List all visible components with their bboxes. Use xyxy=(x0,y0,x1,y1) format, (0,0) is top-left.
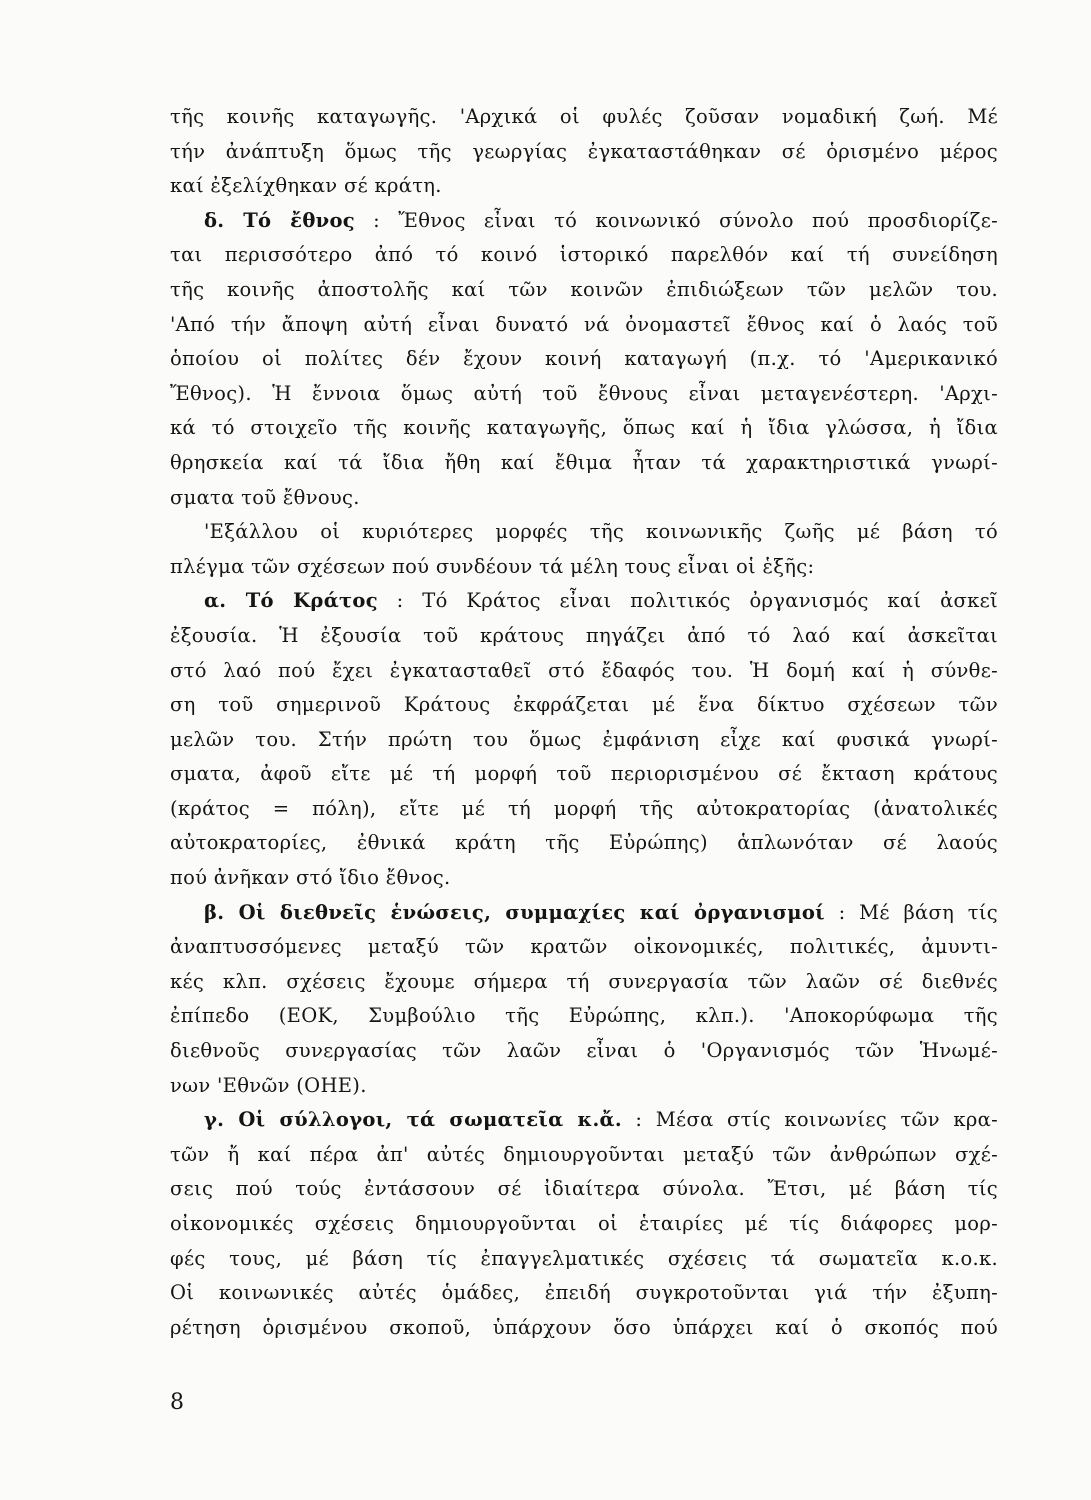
text-line: κά τό στοιχεῖο τῆς κοινῆς καταγωγῆς, ὅπως καί ἡ ἴδια γλώσσα, ἡ ἴδια xyxy=(170,416,998,440)
text-line: μελῶν του. Στήν πρώτη του ὅμως ἐμφάνιση εἶχε καί φυσικά γνωρί- xyxy=(170,727,998,751)
text-line: ὁποίου οἱ πολίτες δέν ἔχουν κοινή καταγωγή (π.χ. τό 'Αμερικανικό xyxy=(170,347,998,371)
text-run: : Μέσα στίς κοινωνίες τῶν κρα- xyxy=(621,1108,998,1132)
text-line: Οἱ κοινωνικές αὐτές ὁμάδες, ἐπειδή συγκροτοῦνται γιά τήν ἐξυπη- xyxy=(170,1281,998,1305)
section-delta-heading-line xyxy=(170,204,998,239)
section-heading: α. Τό Κράτος xyxy=(204,589,378,613)
section-heading: γ. Οἱ σύλλογοι, τά σωματεῖα κ.ἄ. xyxy=(204,1108,622,1132)
section-gamma-heading-line xyxy=(170,1103,998,1138)
text-line: πού ἀνῆκαν στό ἴδιο ἔθνος. xyxy=(170,866,451,890)
text-line: 'Από τήν ἄποψη αὐτή εἶναι δυνατό νά ὀνομαστεῖ ἔθνος καί ὁ λαός τοῦ xyxy=(170,312,998,336)
text-line: θρησκεία καί τά ἴδια ἤθη καί ἔθιμα ἦταν τά χαρακτηριστικά γνωρί- xyxy=(170,450,998,474)
text-line: ἐξουσία. Ἡ ἐξουσία τοῦ κράτους πηγάζει ἀπό τό λαό καί ἀσκεῖται xyxy=(170,623,998,647)
text-run: : Τό Κράτος εἶναι πολιτικός ὀργανισμός καί ἀσκεῖ xyxy=(377,589,998,613)
text-line: σματα, ἀφοῦ εἴτε μέ τή μορφή τοῦ περιορισμένου σέ ἔκταση κράτους xyxy=(170,762,998,786)
text-line: ρέτηση ὁρισμένου σκοποῦ, ὑπάρχουν ὅσο ὑπάρχει καί ὁ σκοπός πού xyxy=(170,1315,998,1339)
text-line: (κράτος = πόλη), εἴτε μέ τή μορφή τῆς αὐτοκρατορίας (ἀνατολικές xyxy=(170,796,998,820)
page-number: 8 xyxy=(170,1390,184,1415)
text-line: νων 'Εθνῶν (ΟΗΕ). xyxy=(170,1073,367,1097)
text-line: διεθνοῦς συνεργασίας τῶν λαῶν εἶναι ὁ 'Οργανισμός τῶν Ἡνωμέ- xyxy=(170,1039,998,1063)
text-line: ἐπίπεδο (ΕΟΚ, Συμβούλιο τῆς Εὐρώπης, κλπ.). 'Αποκορύφωμα τῆς xyxy=(170,1004,998,1028)
text-line: φές τους, μέ βάση τίς ἐπαγγελματικές σχέσεις τά σωματεῖα κ.ο.κ. xyxy=(170,1246,998,1270)
text-line: καί ἐξελίχθηκαν σέ κράτη. xyxy=(170,174,442,198)
text-line: πλέγμα τῶν σχέσεων πού συνδέουν τά μέλη τους εἶναι οἱ ἑξῆς: xyxy=(170,554,815,578)
text-run: : Ἔθνος εἶναι τό κοινωνικό σύνολο πού προσδιορίζε- xyxy=(354,208,998,232)
text-line: τῆς κοινῆς καταγωγῆς. 'Αρχικά οἱ φυλές ζοῦσαν νομαδική ζωή. Μέ xyxy=(170,105,998,128)
text-line: ση τοῦ σημερινοῦ Κράτους ἐκφράζεται μέ ἕνα δίκτυο σχέσεων τῶν xyxy=(170,693,998,717)
text-line: σεις πού τούς ἐντάσσουν σέ ἰδιαίτερα σύνολα. Ἔτσι, μέ βάση τίς xyxy=(170,1177,998,1201)
text-line: τῶν ἤ καί πέρα ἀπ' αὐτές δημιουργοῦνται μεταξύ τῶν ἀνθρώπων σχέ- xyxy=(170,1142,998,1166)
section-heading: δ. Τό ἔθνος xyxy=(204,208,355,232)
text-line: αὐτοκρατορίες, ἐθνικά κράτη τῆς Εὐρώπης) ἁπλωνόταν σέ λαούς xyxy=(170,831,998,855)
section-alpha-heading-line xyxy=(170,584,998,619)
body-text xyxy=(170,100,998,1345)
text-line: τῆς κοινῆς ἀποστολῆς καί τῶν κοινῶν ἐπιδιώξεων τῶν μελῶν του. xyxy=(170,277,998,301)
section-heading: β. Οἱ διεθνεῖς ἑνώσεις, συμμαχίες καί ὀργανισμοί xyxy=(204,900,825,924)
section-beta-heading-line xyxy=(170,896,998,931)
text-line: ἀναπτυσσόμενες μεταξύ τῶν κρατῶν οἰκονομικές, πολιτικές, ἀμυντι- xyxy=(170,935,998,959)
text-line: ται περισσότερο ἀπό τό κοινό ἱστορικό παρελθόν καί τή συνείδηση xyxy=(170,243,998,267)
text-line: Ἔθνος). Ἡ ἔννοια ὅμως αὐτή τοῦ ἔθνους εἶναι μεταγενέστερη. 'Αρχι- xyxy=(170,381,998,405)
text-line: στό λαό πού ἔχει ἐγκατασταθεῖ στό ἔδαφός του. Ἡ δομή καί ἡ σύνθε- xyxy=(170,658,998,682)
text-line: κές κλπ. σχέσεις ἔχουμε σήμερα τή συνεργασία τῶν λαῶν σέ διεθνές xyxy=(170,969,998,993)
text-line: σματα τοῦ ἔθνους. xyxy=(170,485,360,509)
text-line: τήν ἀνάπτυξη ὅμως τῆς γεωργίας ἐγκαταστάθηκαν σέ ὁρισμένο μέρος xyxy=(170,139,998,163)
text-line: 'Εξάλλου οἱ κυριότερες μορφές τῆς κοινωνικῆς ζωῆς μέ βάση τό xyxy=(204,520,998,544)
text-line: οἰκονομικές σχέσεις δημιουργοῦνται οἱ ἑταιρίες μέ τίς διάφορες μορ- xyxy=(170,1212,998,1235)
text-run: : Μέ βάση τίς xyxy=(824,900,998,924)
